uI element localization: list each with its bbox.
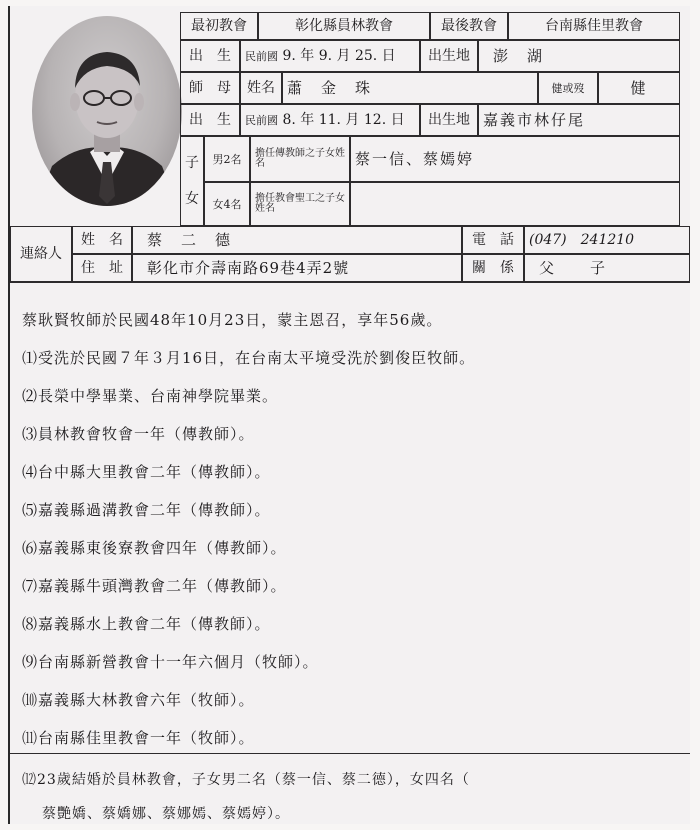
last-church-label: 最後教會: [430, 12, 508, 40]
bio-item-7: ⑺嘉義縣牛頭灣教會二年（傳教師）。: [22, 577, 287, 595]
spouse-birth-label: 出 生: [180, 104, 240, 136]
info-grid: [180, 12, 690, 226]
birthplace-value: 澎 湖: [478, 40, 680, 72]
children-label: [180, 136, 204, 226]
bio-item-4: ⑷台中縣大里教會二年（傳教師）。: [22, 463, 271, 481]
sons-role-label: 擔任傳教師之子女姓名: [250, 136, 350, 182]
contact-phone-value: (047) 241210: [524, 226, 690, 254]
spouse-birth-date: [240, 104, 420, 136]
bio-marriage-line-2: 蔡艷嬌、蔡嬌娜、蔡娜嫣、蔡嫣婷）。: [42, 806, 290, 822]
bio-marriage-line-1: ⑿23歲結婚於員林教會，子女男二名（蔡一信、蔡二德），女四名（: [22, 772, 470, 788]
first-church-value: 彰化縣員林教會: [258, 12, 430, 40]
contact-relation-value: 父 子: [524, 254, 690, 282]
contact-label: 連絡人: [10, 226, 72, 282]
birth-date: [240, 40, 420, 72]
bio-item-3: ⑶員林教會牧會一年（傳教師）。: [22, 425, 255, 443]
sons-count: 男2名: [204, 136, 250, 182]
spouse-status-label: 健或歿: [538, 72, 598, 104]
spouse-name-value: 蕭 金 珠: [282, 72, 538, 104]
contact-address-value: 彰化市介壽南路69巷4弄2號: [132, 254, 462, 282]
spouse-birthplace-label: 出生地: [420, 104, 478, 136]
bio-item-11: ⑾台南縣佳里教會一年（牧師）。: [22, 729, 255, 747]
birth-era-prefix: 民前國: [245, 49, 278, 63]
spouse-name-label: 姓名: [240, 72, 282, 104]
children-label-daughter: 女: [185, 191, 199, 207]
last-church-value: 台南縣佳里教會: [508, 12, 680, 40]
spouse-birth-date-value: 8. 年 11. 月 12. 日: [282, 112, 405, 128]
bio-item-10: ⑽嘉義縣大林教會六年（牧師）。: [22, 691, 255, 709]
birthplace-label: 出生地: [420, 40, 478, 72]
spouse-status-value: 健: [598, 72, 680, 104]
bio-item-2: ⑵長榮中學畢業、台南神學院畢業。: [22, 387, 279, 405]
portrait-photo: [32, 16, 182, 206]
spouse-birthplace-value: 嘉義市林仔尾: [478, 104, 680, 136]
birth-label: 出 生: [180, 40, 240, 72]
body-divider: [10, 753, 690, 754]
bio-intro: 蔡耿賢牧師於民國48年10月23日，蒙主恩召，享年56歲。: [22, 311, 443, 329]
contact-section: [10, 226, 690, 282]
bio-item-1: ⑴受洗於民國７年３月16日，在台南太平境受洗於劉俊臣牧師。: [22, 349, 476, 367]
spouse-label: 師 母: [180, 72, 240, 104]
bio-item-8: ⑻嘉義縣水上教會二年（傳教師）。: [22, 615, 271, 633]
daughters-role-label: 擔任教會聖工之子女姓名: [250, 182, 350, 226]
daughters-count: 女4名: [204, 182, 250, 226]
contact-name-value: 蔡 二 德: [132, 226, 462, 254]
birth-date-value: 9. 年 9. 月 25. 日: [282, 48, 396, 64]
portrait-image: [32, 16, 182, 206]
daughters-value: [350, 182, 680, 226]
profile-page: [8, 6, 690, 824]
bio-item-6: ⑹嘉義縣東後寮教會四年（傳教師）。: [22, 539, 287, 557]
children-label-son: 子: [185, 155, 199, 171]
first-church-label: 最初教會: [180, 12, 258, 40]
contact-address-label: 住 址: [72, 254, 132, 282]
biography-section: [10, 282, 690, 824]
spouse-birth-era-prefix: 民前國: [245, 113, 278, 127]
contact-name-label: 姓 名: [72, 226, 132, 254]
sons-value: 蔡一信、蔡嫣婷: [350, 136, 680, 182]
contact-phone-label: 電 話: [462, 226, 524, 254]
bio-item-9: ⑼台南縣新營教會十一年六個月（牧師）。: [22, 653, 319, 671]
contact-relation-label: 關 係: [462, 254, 524, 282]
bio-item-5: ⑸嘉義縣過溝教會二年（傳教師）。: [22, 501, 271, 519]
